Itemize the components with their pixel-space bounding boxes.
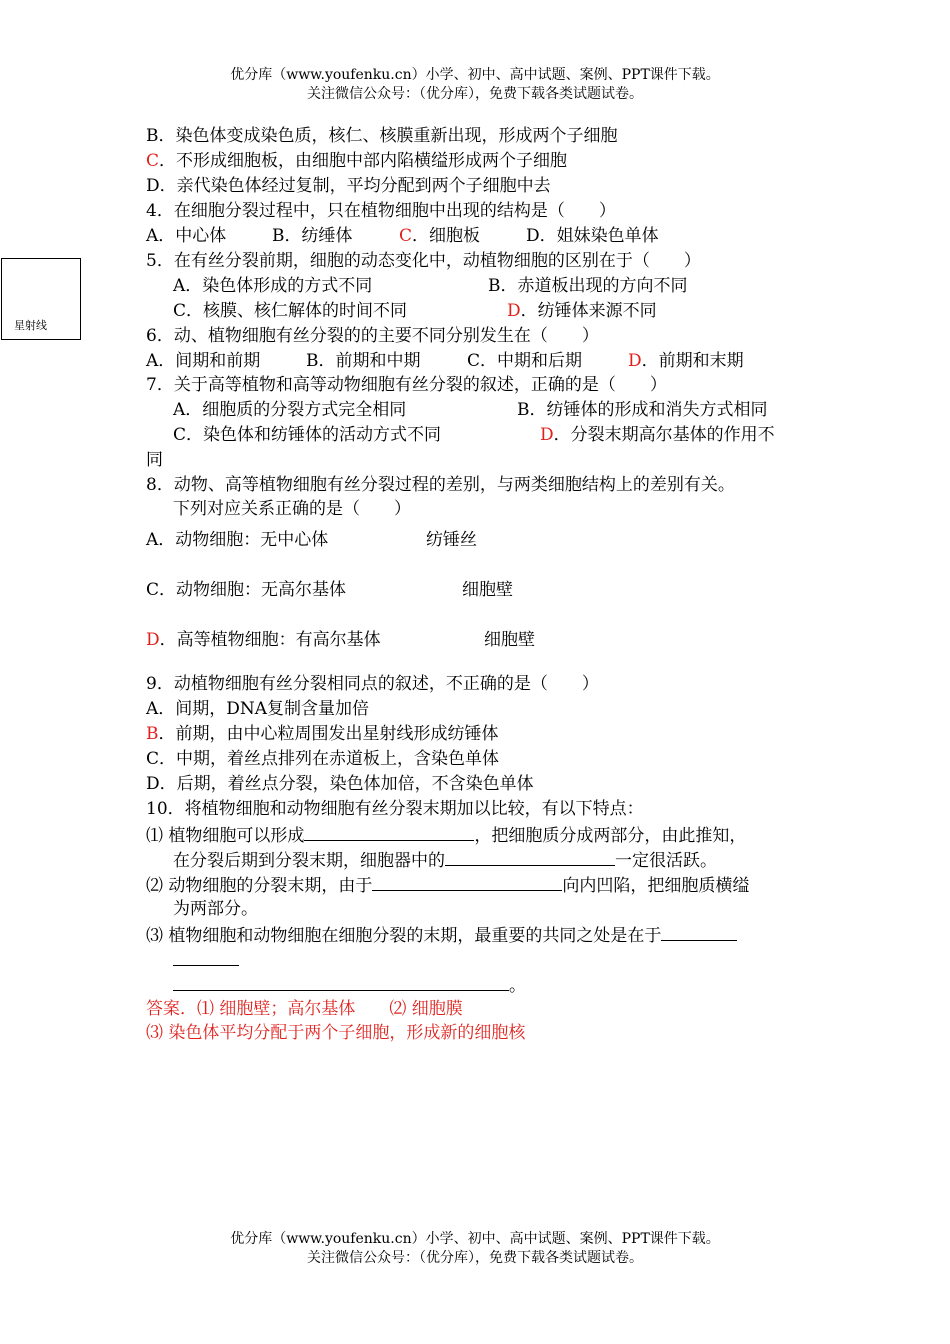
q10-blank-4-end[interactable] (173, 972, 509, 991)
q7-stem: 7．关于高等植物和高等动物细胞有丝分裂的叙述，正确的是（ ） (146, 375, 667, 395)
q9-option-b-text: ．前期，由中心粒周围发出星射线形成纺锤体 (158, 724, 499, 744)
q7-option-d-text: ．分裂末期高尔基体的作用不 (553, 425, 775, 445)
q10-part-2-text-a: ⑵ 动物细胞的分裂末期，由于 (146, 876, 373, 896)
q6-stem: 6．动、植物细胞有丝分裂的的主要不同分别发生在（ ） (146, 326, 599, 346)
q3-option-c-text: ．不形成细胞板，由细胞中部内陷横缢形成两个子细胞 (159, 151, 568, 171)
q6-option-d-letter: D (628, 351, 642, 371)
q5-option-d (507, 299, 657, 323)
q4-option-d: D．姐妹染色单体 (526, 226, 659, 246)
q6-option-d (628, 349, 744, 373)
q10-blank-1[interactable] (304, 822, 474, 841)
q9-option-b-letter: B (146, 724, 159, 744)
q3-option-c-letter: C (146, 151, 160, 171)
q10-blank-4-cont[interactable] (173, 947, 239, 966)
q10-part-1-cont (173, 847, 717, 873)
q4-option-b: B．纺缍体 (272, 226, 353, 246)
q8-stem-line-2: 下列对应关系正确的是（ ） (173, 499, 411, 519)
q9-option-b (146, 722, 499, 746)
q4-stem: 4．在细胞分裂过程中，只在植物细胞中出现的结构是（ ） (146, 201, 616, 221)
q8-option-d-letter: D (146, 630, 160, 650)
q8-option-d-text: ．高等植物细胞：有高尔基体 (159, 630, 381, 650)
q7-option-d-letter: D (540, 425, 554, 445)
side-label: 星射线 (14, 319, 47, 332)
q10-part-1-text-a: ⑴ 植物细胞可以形成 (146, 826, 305, 846)
footer-line-2: 关注微信公众号：（优分库），免费下载各类试题试卷。 (307, 1250, 643, 1266)
q4-option-c (399, 224, 480, 248)
side-label-box (1, 258, 81, 340)
q3-option-d: D．亲代染色体经过复制，平均分配到两个子细胞中去 (146, 176, 551, 196)
q7-option-d (540, 423, 775, 447)
answer-line-2: ⑶ 染色体平均分配于两个子细胞，形成新的细胞核 (146, 1023, 526, 1043)
q4-option-c-letter: C (399, 226, 413, 246)
q9-option-a: A．间期，DNA复制含量加倍 (146, 699, 370, 719)
page-header (0, 66, 950, 104)
q7-option-a: A．细胞质的分裂方式完全相同 (173, 400, 407, 420)
q9-option-c: C．中期，着丝点排列在赤道板上，含染色单体 (146, 749, 500, 769)
q8-stem-line-1: 8．动物、高等植物细胞有丝分裂过程的差别，与两类细胞结构上的差别有关。 (146, 475, 735, 495)
header-line-1: 优分库（www.youfenku.cn）小学、初中、高中试题、案例、PPT课件下载。 (230, 67, 720, 83)
q10-part-1-text-c: 在分裂后期到分裂末期，细胞器中的 (173, 851, 445, 871)
q9-option-d: D．后期，着丝点分裂，染色体加倍，不含染色单体 (146, 774, 534, 794)
q5-option-d-text: ．纺锤体来源不同 (520, 301, 657, 321)
q7-option-d-continued: 同 (146, 450, 163, 470)
q10-blank-3[interactable] (372, 872, 562, 891)
q8-option-c: C．动物细胞：无高尔基体 (146, 580, 347, 600)
q8-option-c-right: 细胞壁 (462, 580, 513, 600)
q10-blank-4[interactable] (661, 922, 737, 941)
q6-option-c: C．中期和后期 (467, 351, 583, 371)
q5-option-a: A．染色体形成的方式不同 (173, 276, 373, 296)
q10-part-1-text-d: 一定很活跃。 (615, 851, 717, 871)
q10-part-2-text-b: 向内凹陷，把细胞质横缢 (562, 876, 750, 896)
header-line-2: 关注微信公众号：（优分库），免费下载各类试题试卷。 (307, 86, 643, 102)
q7-option-b: B．纺锤体的形成和消失方式相同 (517, 400, 768, 420)
q10-part-3-period: 。 (509, 976, 526, 996)
q10-blank-2[interactable] (445, 847, 615, 866)
q6-option-d-text: ．前期和末期 (641, 351, 744, 371)
q10-part-2-cont: 为两部分。 (173, 899, 258, 919)
q10-part-1-text-b: ，把细胞质分成两部分，由此推知， (474, 826, 747, 846)
footer-line-1: 优分库（www.youfenku.cn）小学、初中、高中试题、案例、PPT课件下载。 (230, 1231, 720, 1247)
q5-option-c: C．核膜、核仁解体的时间不同 (173, 301, 408, 321)
q10-stem: 10．将植物细胞和动物细胞有丝分裂末期加以比较，有以下特点： (146, 799, 644, 819)
q10-part-2 (146, 872, 749, 898)
q10-part-1 (146, 822, 746, 848)
q10-part-3-text-a: ⑶ 植物细胞和动物细胞在细胞分裂的末期，最重要的共同之处是在于 (146, 926, 662, 946)
q6-option-a: A．间期和前期 (146, 351, 261, 371)
q6-option-b: B．前期和中期 (306, 351, 421, 371)
q8-option-d-right: 细胞壁 (484, 630, 535, 650)
q4-option-a: A．中心体 (146, 226, 227, 246)
q8-option-d (146, 628, 381, 652)
q4-option-c-text: ．细胞板 (412, 226, 481, 246)
q9-stem: 9．动植物细胞有丝分裂相同点的叙述，不正确的是（ ） (146, 674, 599, 694)
q7-option-c: C．染色体和纺锤体的活动方式不同 (173, 425, 442, 445)
q3-option-b: B．染色体变成染色质，核仁、核膜重新出现，形成两个子细胞 (146, 126, 618, 146)
q3-option-c (146, 149, 567, 173)
q8-option-a: A．动物细胞：无中心体 (146, 530, 329, 550)
q10-part-3-end (173, 972, 526, 998)
q5-option-d-letter: D (507, 301, 521, 321)
q10-part-3 (146, 922, 737, 948)
q10-part-3-cont (173, 947, 239, 973)
q5-stem: 5．在有丝分裂前期，细胞的动态变化中，动植物细胞的区别在于（ ） (146, 251, 701, 271)
answer-line-1: 答案．⑴ 细胞壁；高尔基体 ⑵ 细胞膜 (146, 999, 463, 1019)
q5-option-b: B．赤道板出现的方向不同 (488, 276, 688, 296)
q8-option-a-right: 纺锤丝 (426, 530, 477, 550)
page-footer (0, 1230, 950, 1268)
